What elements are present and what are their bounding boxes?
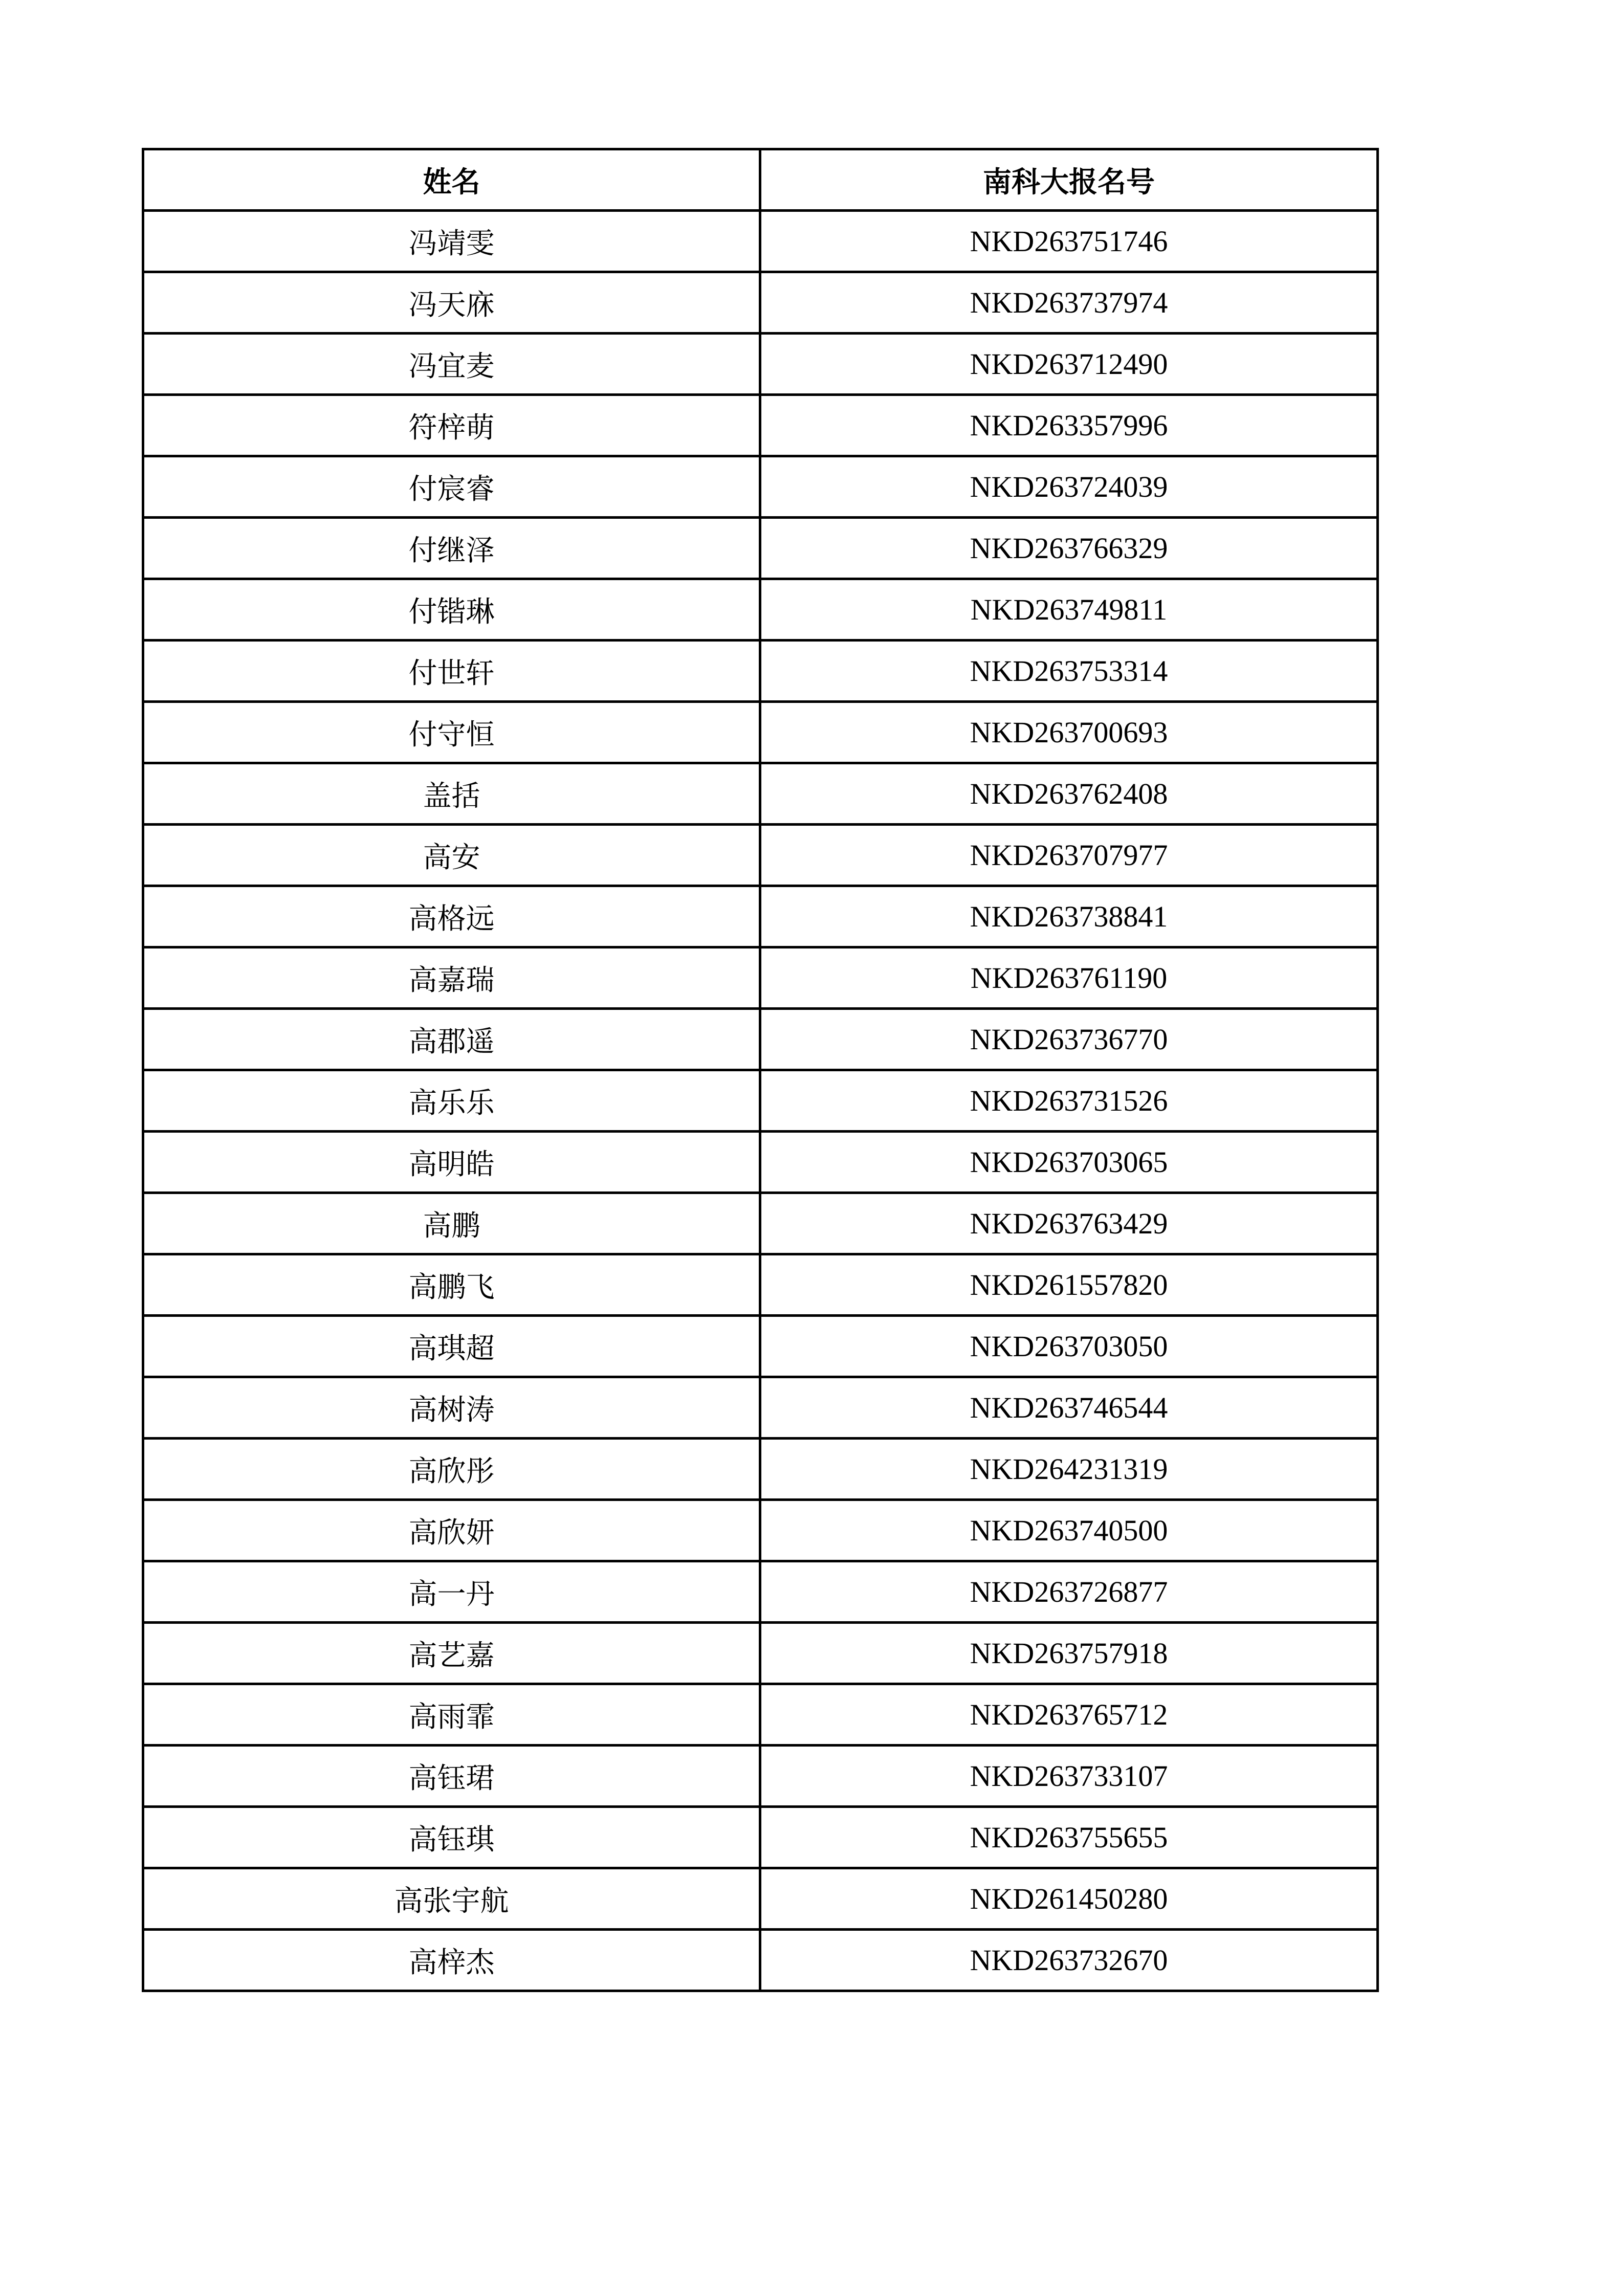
name-cell: 高琪超 [143,1316,760,1377]
name-cell: 冯天庥 [143,272,760,334]
registration-no-cell: NKD263751746 [760,211,1378,272]
name-cell: 付继泽 [143,518,760,579]
table-row [143,702,1378,763]
registration-no-cell: NKD263762408 [760,763,1378,825]
registration-no-cell: NKD263766329 [760,518,1378,579]
table-row [143,1254,1378,1316]
table-row [143,1377,1378,1439]
table-row [143,825,1378,886]
name-cell: 盖括 [143,763,760,825]
table-header [143,149,1378,211]
registration-no-cell: NKD263700693 [760,702,1378,763]
name-cell: 高乐乐 [143,1070,760,1132]
name-cell: 高梓杰 [143,1930,760,1991]
table-row [143,763,1378,825]
name-cell: 高艺嘉 [143,1623,760,1684]
name-cell: 高鹏 [143,1193,760,1254]
table-row [143,1623,1378,1684]
header-row [143,149,1378,211]
name-cell: 高欣彤 [143,1439,760,1500]
name-cell: 高钰琪 [143,1807,760,1868]
table-row [143,211,1378,272]
registration-no-cell: NKD263761190 [760,947,1378,1009]
table-row [143,641,1378,702]
name-cell: 高钰珺 [143,1746,760,1807]
table-row [143,518,1378,579]
registration-no-cell: NKD263746544 [760,1377,1378,1439]
table-row [143,1193,1378,1254]
registration-no-cell: NKD263765712 [760,1684,1378,1746]
name-cell: 冯宜麦 [143,334,760,395]
column-header-registration-no: 南科大报名号 [760,149,1378,211]
registration-no-cell: NKD263357996 [760,395,1378,456]
name-cell: 冯靖雯 [143,211,760,272]
name-cell: 高雨霏 [143,1684,760,1746]
name-cell: 高欣妍 [143,1500,760,1561]
table-row [143,1930,1378,1991]
name-cell: 高一丹 [143,1561,760,1623]
table-row [143,1807,1378,1868]
table-row [143,1746,1378,1807]
name-cell: 高安 [143,825,760,886]
table-row [143,1868,1378,1930]
registration-no-cell: NKD263733107 [760,1746,1378,1807]
registration-no-cell: NKD261450280 [760,1868,1378,1930]
name-cell: 高张宇航 [143,1868,760,1930]
registration-no-cell: NKD263731526 [760,1070,1378,1132]
table-row [143,395,1378,456]
table-body [143,211,1378,1991]
table-row [143,886,1378,947]
registration-no-cell: NKD263732670 [760,1930,1378,1991]
registration-no-cell: NKD263737974 [760,272,1378,334]
name-cell: 高嘉瑞 [143,947,760,1009]
name-cell: 付宸睿 [143,456,760,518]
table-row [143,1132,1378,1193]
table-row [143,1439,1378,1500]
registration-no-cell: NKD263707977 [760,825,1378,886]
registration-no-cell: NKD263738841 [760,886,1378,947]
table-row [143,947,1378,1009]
table-row [143,579,1378,641]
registration-no-cell: NKD263755655 [760,1807,1378,1868]
registration-no-cell: NKD263763429 [760,1193,1378,1254]
name-cell: 付守恒 [143,702,760,763]
registration-no-cell: NKD263724039 [760,456,1378,518]
name-cell: 高明皓 [143,1132,760,1193]
name-cell: 付世轩 [143,641,760,702]
registration-no-cell: NKD263736770 [760,1009,1378,1070]
name-cell: 付锴琳 [143,579,760,641]
name-cell: 高格远 [143,886,760,947]
table-row [143,1684,1378,1746]
table-row [143,1070,1378,1132]
registration-no-cell: NKD263712490 [760,334,1378,395]
registration-no-cell: NKD263757918 [760,1623,1378,1684]
name-cell: 高树涛 [143,1377,760,1439]
name-cell: 高郡遥 [143,1009,760,1070]
table-row [143,334,1378,395]
registration-no-cell: NKD263703065 [760,1132,1378,1193]
table-row [143,272,1378,334]
column-header-name: 姓名 [143,149,760,211]
registration-no-cell: NKD264231319 [760,1439,1378,1500]
registration-no-cell: NKD261557820 [760,1254,1378,1316]
name-cell: 符梓萌 [143,395,760,456]
registration-no-cell: NKD263726877 [760,1561,1378,1623]
registration-no-cell: NKD263749811 [760,579,1378,641]
table-row [143,1009,1378,1070]
registration-no-cell: NKD263703050 [760,1316,1378,1377]
table-row [143,456,1378,518]
registration-no-cell: NKD263753314 [760,641,1378,702]
table-row [143,1316,1378,1377]
roster-table [142,148,1379,1992]
registration-no-cell: NKD263740500 [760,1500,1378,1561]
table-row [143,1500,1378,1561]
name-cell: 高鹏飞 [143,1254,760,1316]
table-row [143,1561,1378,1623]
